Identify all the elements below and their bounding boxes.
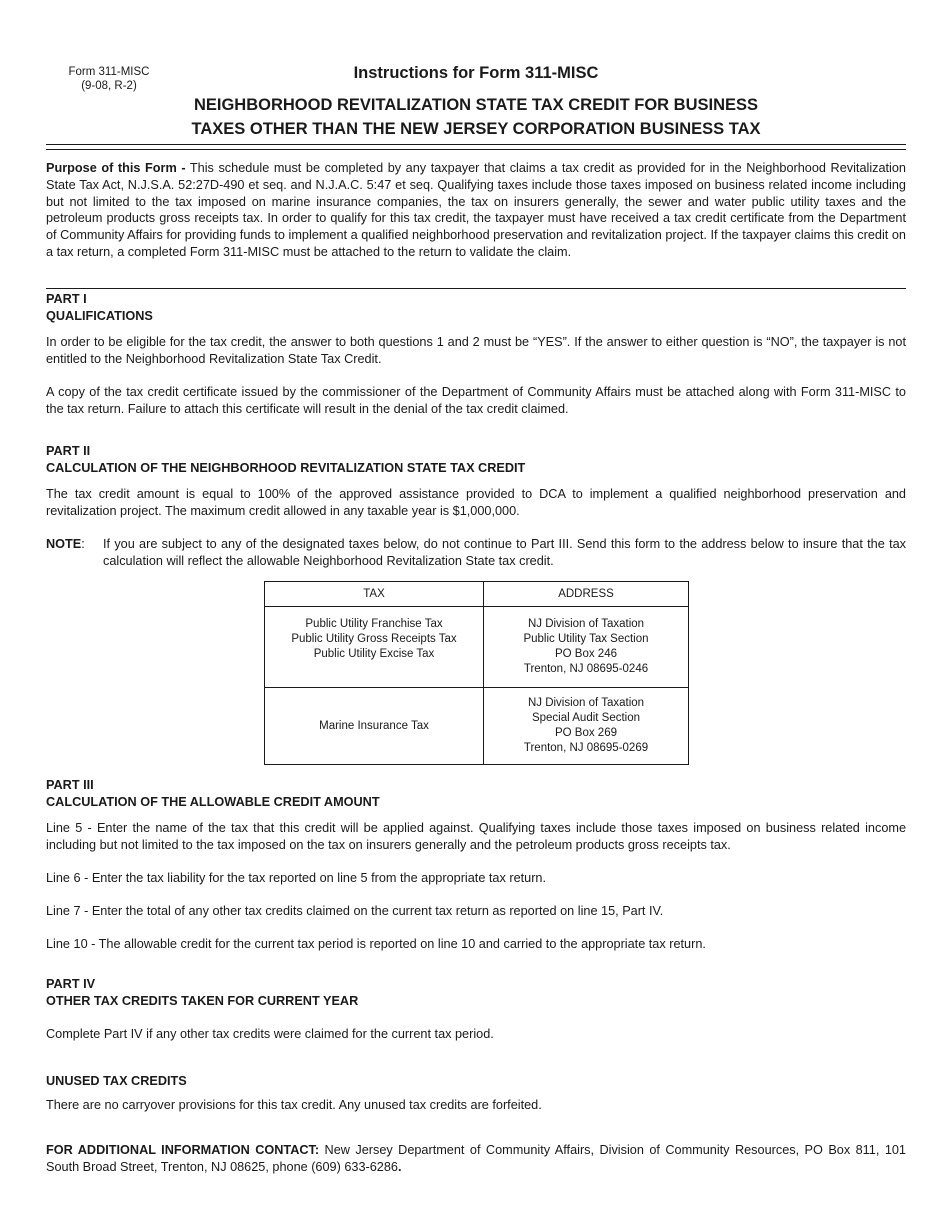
part2-paragraph-1: The tax credit amount is equal to 100% of the approved assistance provided to DCA to implement a qualified neighborhood preservation and revitalization project. The maximum credit allowed in any taxable year is $1,000,000.	[46, 487, 906, 518]
purpose-text: This schedule must be completed by any taxpayer that claims a tax credit as provided for in the Neighborhood Revitalization State Tax Act, N.J.S.A. 52:27D-490 et seq. and N.J.A.C. 5:47 et seq. Qualifying taxes include those taxes imposed on business related income including but not limited to the tax imposed on marine insurance companies, the tax on insurers generally, the sewer and water public utility taxes and the petroleum products gross receipts tax. In order to qualify for this tax credit, the taxpayer must have received a tax credit certificate from the Department of Community Affairs for providing funds to implement a qualified neighborhood preservation and revitalization project. If the taxpayer claims this credit on a tax return, a completed Form 311-MISC must be attached to the return to validate the claim.	[46, 161, 906, 259]
note-label: NOTE	[46, 537, 82, 551]
part2-label: PART II	[46, 444, 91, 458]
part1-header	[46, 291, 906, 325]
part3-label: PART III	[46, 778, 94, 792]
purpose-label: Purpose of this Form -	[46, 161, 186, 175]
subtitle-line-1: NEIGHBORHOOD REVITALIZATION STATE TAX CREDIT FOR BUSINESS	[193, 96, 759, 114]
subtitle-line-2: TAXES OTHER THAN THE NEW JERSEY CORPORATION BUSINESS TAX	[191, 120, 761, 138]
tax-cell	[265, 688, 484, 765]
part3-line6: Line 6 - Enter the tax liability for the tax reported on line 5 from the appropriate tax return.	[46, 871, 547, 885]
part4-heading: OTHER TAX CREDITS TAKEN FOR CURRENT YEAR	[46, 993, 359, 1008]
purpose-paragraph	[46, 160, 906, 261]
contact-paragraph	[46, 1142, 906, 1176]
address-line: NJ Division of Taxation	[527, 618, 645, 630]
address-line: Trenton, NJ 08695-0246	[523, 663, 649, 675]
contact-end: .	[397, 1159, 402, 1174]
tax-name: Public Utility Excise Tax	[313, 648, 435, 660]
part1-heading: QUALIFICATIONS	[46, 308, 153, 323]
table-row	[265, 607, 689, 688]
tax-name: Marine Insurance Tax	[319, 719, 429, 732]
unused-paragraph: There are no carryover provisions for this tax credit. Any unused tax credits are forfeited.	[46, 1098, 542, 1112]
form-revision: (9-08, R-2)	[81, 80, 137, 92]
part3-header	[46, 777, 906, 811]
part4-paragraph: Complete Part IV if any other tax credits were claimed for the current tax period.	[46, 1027, 494, 1041]
part2-heading: CALCULATION OF THE NEIGHBORHOOD REVITALIZATION STATE TAX CREDIT	[46, 460, 526, 475]
tax-name: Public Utility Gross Receipts Tax	[291, 633, 457, 645]
part4-label: PART IV	[46, 977, 96, 991]
unused-heading: UNUSED TAX CREDITS	[46, 1074, 187, 1088]
form-number: Form 311-MISC	[68, 66, 150, 78]
address-line: Special Audit Section	[531, 712, 641, 724]
address-cell	[484, 688, 689, 765]
table-header-row	[265, 582, 689, 607]
address-line: PO Box 269	[554, 727, 617, 739]
part3-line5: Line 5 - Enter the name of the tax that this credit will be applied against. Qualifying taxes include those taxes imposed on business related income including but not limited to the tax imposed on the tax on insurers generally and the petroleum products gross receipts tax.	[46, 821, 906, 852]
header-divider	[46, 144, 906, 150]
table-row	[265, 688, 689, 765]
page-title: Instructions for Form 311-MISC	[353, 64, 599, 82]
note-colon: :	[81, 537, 85, 551]
part3-heading: CALCULATION OF THE ALLOWABLE CREDIT AMOUNT	[46, 794, 380, 809]
part2-note	[46, 536, 906, 570]
address-cell	[484, 607, 689, 688]
part1-paragraph-1: In order to be eligible for the tax credit, the answer to both questions 1 and 2 must be “YES”. If the answer to either question is “NO”, the taxpayer is not entitled to the Neighborhood Revitalization State Tax Credit.	[46, 335, 906, 366]
part1-label: PART I	[46, 292, 87, 306]
part1-paragraph-2: A copy of the tax credit certificate issued by the commissioner of the Department of Community Affairs must be attached along with Form 311-MISC to the tax return. Failure to attach this certificate will result in the denial of the tax credit claimed.	[46, 385, 906, 416]
part2-header	[46, 443, 906, 477]
part3-line10: Line 10 - The allowable credit for the current tax period is reported on line 10 and carried to the appropriate tax return.	[46, 937, 706, 951]
tax-cell	[265, 607, 484, 688]
address-line: PO Box 246	[554, 648, 617, 660]
address-line: Public Utility Tax Section	[523, 633, 649, 645]
tax-address-table	[264, 581, 689, 765]
page-subtitle	[46, 93, 906, 141]
note-text: If you are subject to any of the designated taxes below, do not continue to Part III. Send this form to the address below to insure that the tax calculation will reflect the allowable Neighborhood Revitalization State tax credit.	[103, 537, 906, 568]
contact-text: New Jersey Department of Community Affairs, Division of Community Resources, PO Box 811, 101 South Broad Street, Trenton, NJ 08625, phone (609) 633-6286	[46, 1143, 906, 1174]
column-header-address: ADDRESS	[484, 582, 689, 607]
tax-name: Public Utility Franchise Tax	[305, 618, 443, 630]
address-line: Trenton, NJ 08695-0269	[523, 742, 649, 754]
note-label-wrap	[46, 536, 85, 553]
section-divider	[46, 288, 906, 289]
column-header-tax: TAX	[265, 582, 484, 607]
part3-line7: Line 7 - Enter the total of any other tax credits claimed on the current tax return as reported on line 15, Part IV.	[46, 904, 664, 918]
spacer	[265, 662, 483, 677]
contact-label: FOR ADDITIONAL INFORMATION CONTACT:	[46, 1143, 320, 1157]
part4-header	[46, 976, 906, 1010]
address-line: NJ Division of Taxation	[527, 697, 645, 709]
